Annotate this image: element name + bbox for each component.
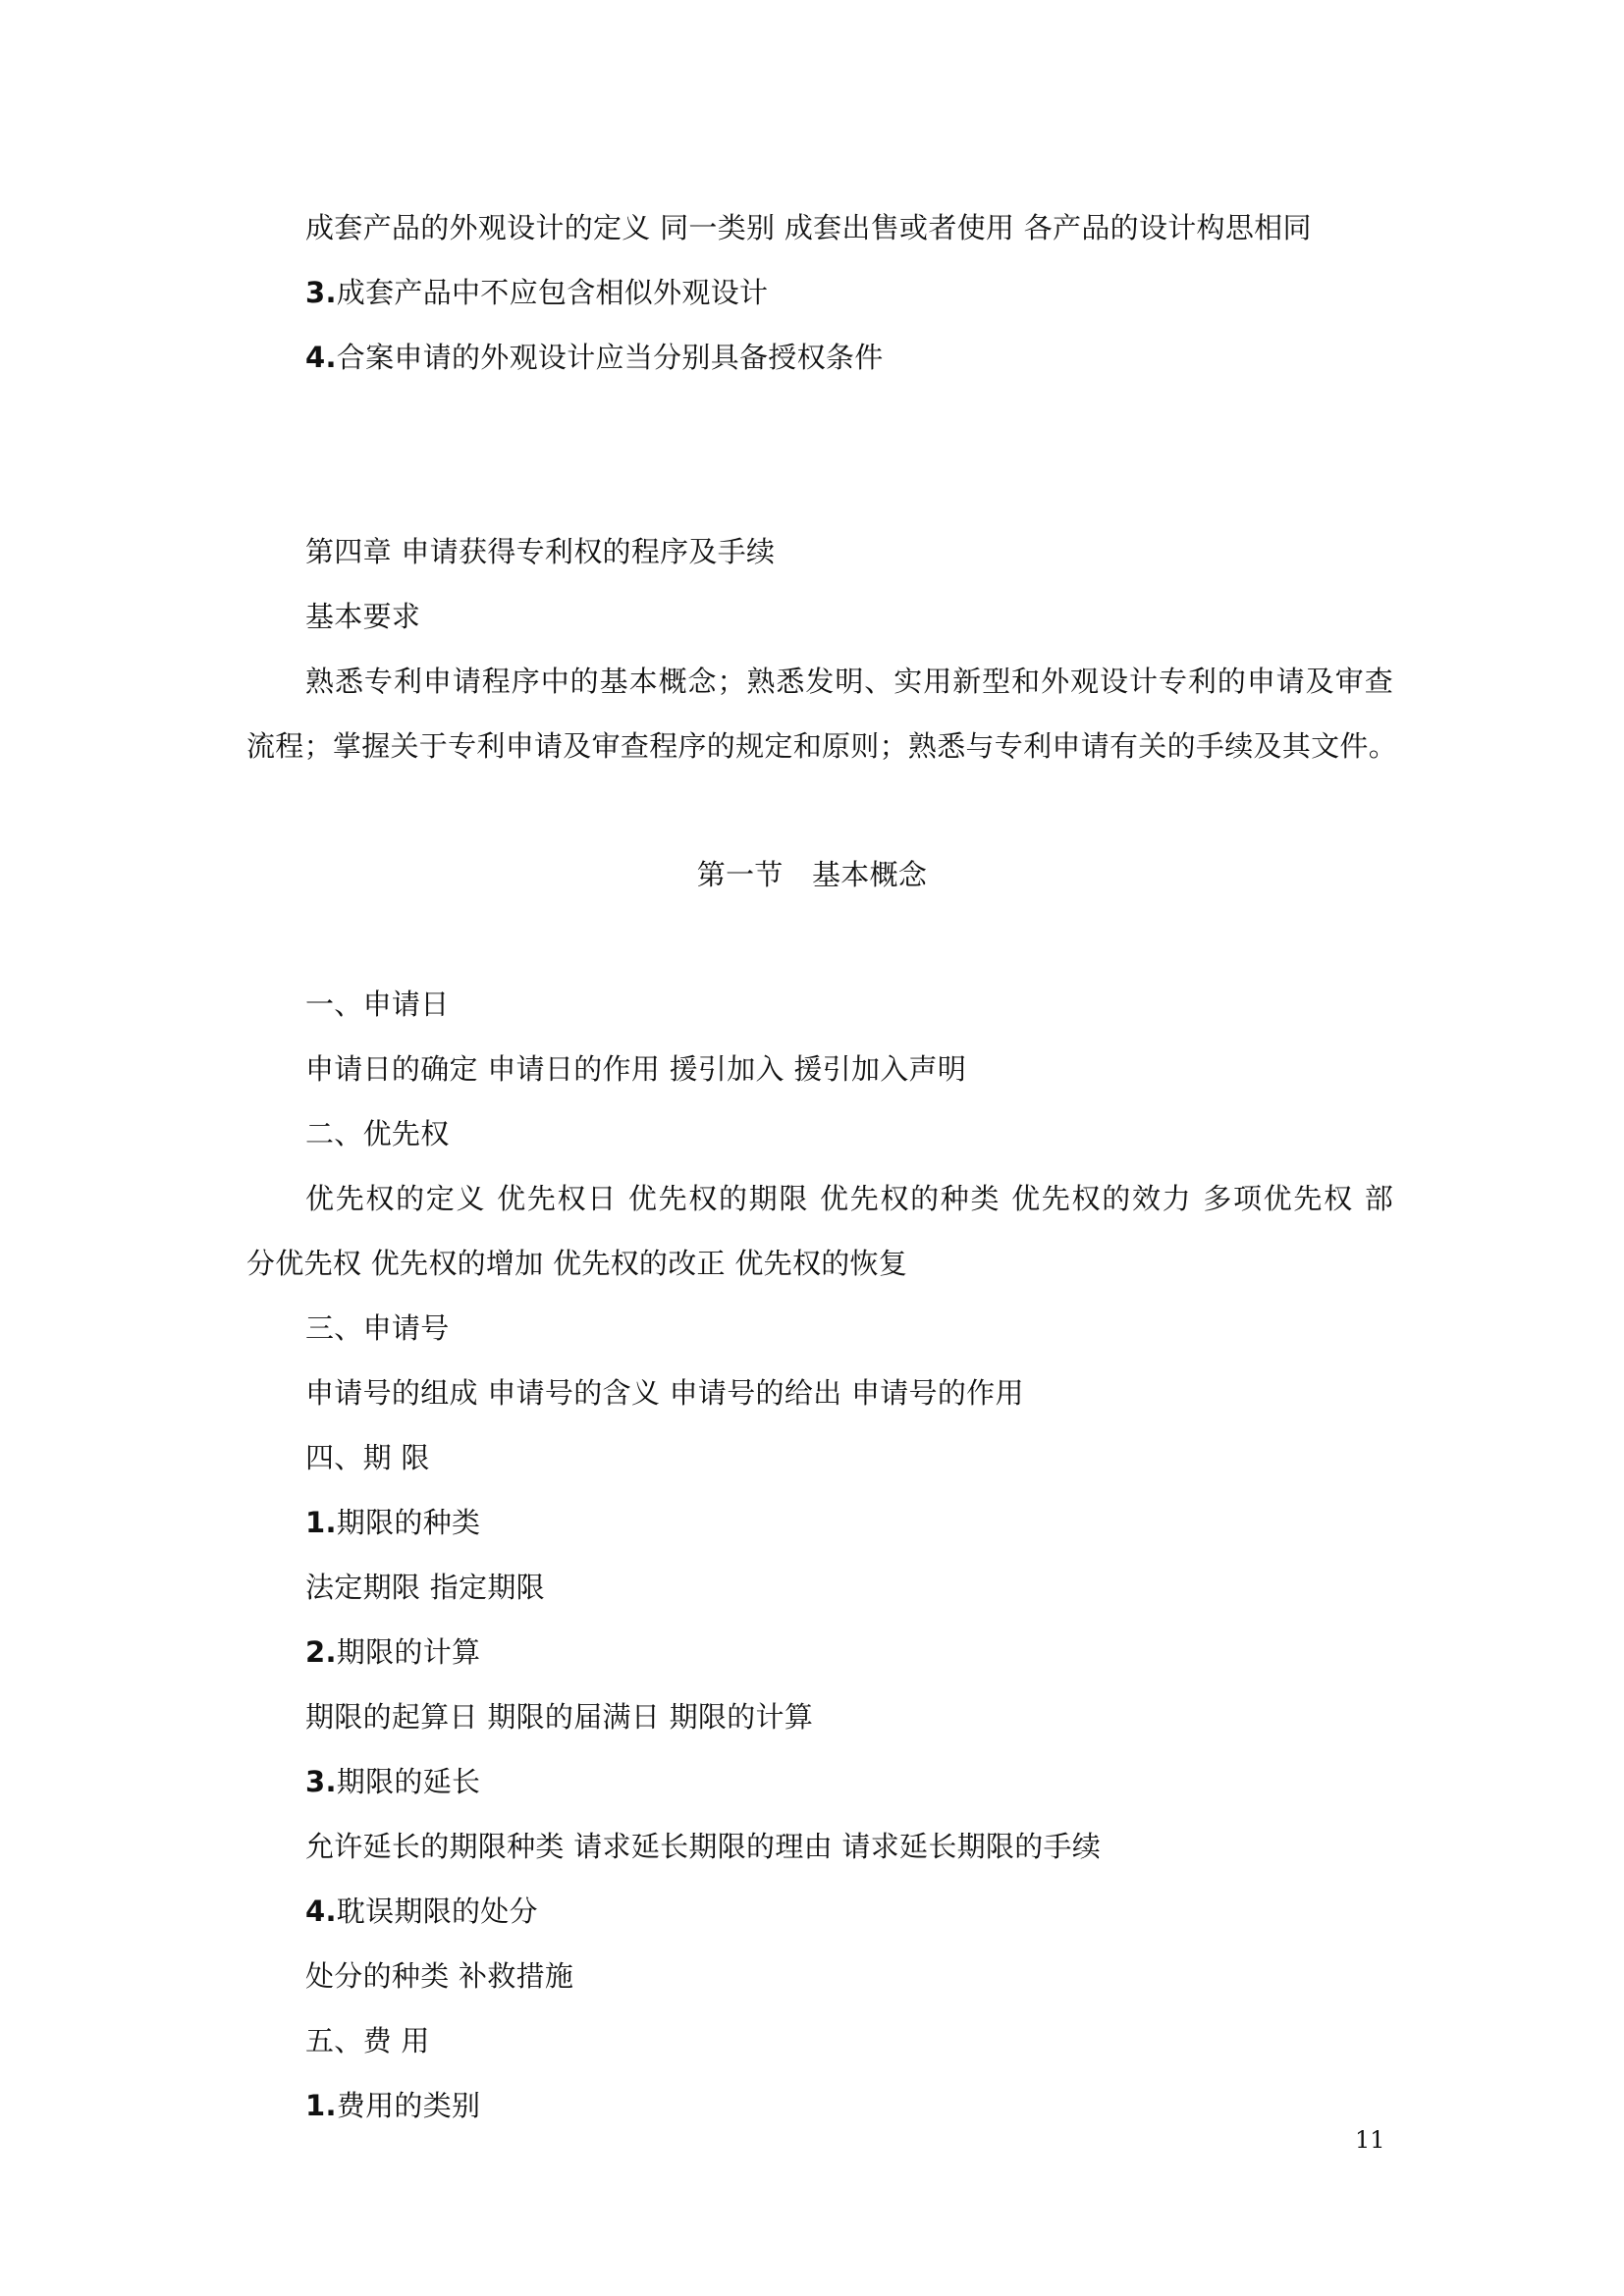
item-text: 耽误期限的处分 (336, 1895, 538, 1928)
list-item (305, 1762, 480, 1801)
list-item (305, 1892, 538, 1931)
paragraph-line: 优先权的定义 优先权日 优先权的期限 优先权的种类 优先权的效力 多项优先权 部 (305, 1182, 1393, 1215)
text-line: 法定期限 指定期限 (305, 1571, 545, 1604)
paragraph-line: 熟悉专利申请程序中的基本概念；熟悉发明、实用新型和外观设计专利的申请及审查 (305, 665, 1393, 698)
heading: 一、申请日 (305, 988, 450, 1021)
list-item (305, 2086, 480, 2125)
heading: 四、期 限 (305, 1441, 430, 1474)
list-item (305, 338, 884, 377)
item-text: 期限的计算 (336, 1635, 481, 1669)
list-item (305, 1503, 480, 1542)
text-line: 期限的起算日 期限的届满日 期限的计算 (305, 1700, 814, 1734)
item-text: 期限的种类 (336, 1506, 481, 1539)
heading: 二、优先权 (305, 1117, 450, 1150)
list-item (305, 273, 768, 312)
chapter-title: 第四章 申请获得专利权的程序及手续 (305, 535, 776, 568)
text-line: 申请日的确定 申请日的作用 援引加入 援引加入声明 (305, 1052, 967, 1086)
heading: 五、费 用 (305, 2024, 430, 2057)
item-number: 1. (305, 2089, 337, 2122)
paragraph-line: 分优先权 优先权的增加 优先权的改正 优先权的恢复 (246, 1247, 908, 1280)
item-number: 4. (305, 341, 337, 374)
list-item (305, 1632, 480, 1672)
section-title: 第一节 基本概念 (696, 858, 928, 891)
item-number: 4. (305, 1895, 337, 1928)
item-number: 3. (305, 1765, 337, 1798)
text-line: 申请号的组成 申请号的含义 申请号的给出 申请号的作用 (305, 1376, 1024, 1410)
item-number: 3. (305, 276, 337, 309)
heading: 三、申请号 (305, 1311, 450, 1345)
subheading: 基本要求 (305, 600, 421, 633)
text-line: 允许延长的期限种类 请求延长期限的理由 请求延长期限的手续 (305, 1830, 1102, 1863)
paragraph-line: 流程；掌握关于专利申请及审查程序的规定和原则；熟悉与专利申请有关的手续及其文件。 (246, 729, 1398, 763)
item-text: 成套产品中不应包含相似外观设计 (336, 276, 769, 309)
item-number: 2. (305, 1635, 337, 1669)
item-text: 合案申请的外观设计应当分别具备授权条件 (336, 341, 884, 374)
text-line: 处分的种类 补救措施 (305, 1959, 574, 1993)
page-number: 11 (1355, 2126, 1385, 2154)
item-number: 1. (305, 1506, 337, 1539)
item-text: 期限的延长 (336, 1765, 481, 1798)
text-line: 成套产品的外观设计的定义 同一类别 成套出售或者使用 各产品的设计构思相同 (305, 211, 1312, 244)
item-text: 费用的类别 (336, 2089, 481, 2122)
